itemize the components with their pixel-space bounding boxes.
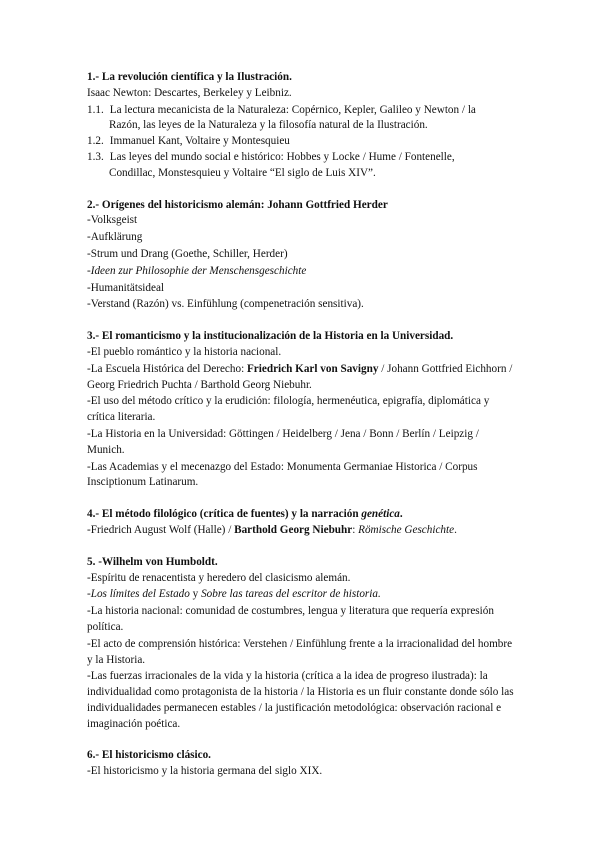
- section-1-title: 1.- La revolución científica y la Ilustración.: [87, 71, 292, 83]
- section-1-item-3-cont: Condillac, Monstesquieu y Voltaire “El siglo de Luis XIV”.: [109, 166, 376, 179]
- text-run: .: [454, 523, 457, 536]
- section-6: [87, 748, 517, 780]
- list-item: -Strum und Drang (Goethe, Schiller, Herder): [87, 247, 288, 260]
- list-item: -El pueblo romántico y la historia nacional.: [87, 345, 282, 358]
- list-item: -El acto de comprensión histórica: Verstehen / Einfühlung frente a la irracionalidad del hombre y la Historia.: [87, 637, 513, 666]
- section-4: [87, 507, 517, 539]
- title-italic: genética: [361, 508, 400, 521]
- italic-title: Römische Geschichte: [358, 523, 455, 536]
- item-number: 1.1.: [87, 103, 104, 116]
- item-text: La lectura mecanicista de la Naturaleza: Copérnico, Kepler, Galileo y Newton / la: [109, 103, 476, 116]
- list-item: -Las Academias y el mecenazgo del Estado: Monumenta Germaniae Historica / Corpus Insciptionum Latinarum.: [87, 460, 478, 489]
- italic-title: -Los límites del Estado: [87, 588, 190, 601]
- item-text: Las leyes del mundo social e histórico: Hobbes y Locke / Hume / Fontenelle,: [109, 150, 455, 163]
- text-run: -Friedrich August Wolf (Halle) /: [87, 523, 235, 536]
- section-6-title: 6.- El historicismo clásico.: [87, 749, 211, 762]
- section-2: [87, 198, 517, 314]
- section-4-title: [87, 507, 517, 523]
- section-1-item-3: [87, 150, 517, 166]
- title-run: .: [399, 508, 403, 521]
- item-text: Immanuel Kant, Voltaire y Montesquieu: [109, 135, 290, 148]
- document-page: [87, 70, 517, 796]
- section-1-item-2: [87, 134, 517, 150]
- list-item: -Verstand (Razón) vs. Einfühlung (compenetración sensitiva).: [87, 298, 364, 311]
- item-number: 1.2.: [87, 135, 104, 148]
- list-item: [87, 523, 517, 539]
- list-item: -Aufklärung: [87, 231, 143, 244]
- section-5-title: 5. -Wilhelm von Humboldt.: [87, 555, 218, 568]
- section-2-title: 2.- Orígenes del historicismo alemán: Johann Gottfried Herder: [87, 198, 388, 211]
- list-item: [87, 264, 517, 280]
- title-run: 4.- El método filológico (crítica de fuentes) y la narración: [87, 508, 362, 521]
- section-5: [87, 555, 517, 733]
- list-item: -Las fuerzas irracionales de la vida y la historia (crítica a la idea de progreso ilustrada): la individualidad como protagonista de la historia / la Historia es un fluir constante donde sólo las individualidades permanecen estables / la justificación metodológica: observación racional e imaginación poética.: [87, 670, 514, 730]
- list-item: -El uso del método crítico y la erudición: filología, hermenéutica, epigrafía, diplomática y crítica literaria.: [87, 395, 490, 424]
- section-1: [87, 70, 517, 182]
- section-3-title: 3.- El romanticismo y la institucionalización de la Historia en la Universidad.: [87, 330, 454, 343]
- text-run: y: [189, 588, 202, 601]
- text-run: / Johann Gottfried Eichhorn / Georg Friedrich Puchta / Barthold Georg Niebuhr.: [87, 362, 513, 391]
- item-number: 1.3.: [87, 150, 104, 163]
- section-3: [87, 329, 517, 491]
- section-1-item-1-cont: Razón, las leyes de la Naturaleza y la filosofía natural de la Ilustración.: [109, 119, 428, 132]
- list-item: -Humanitätsideal: [87, 281, 165, 294]
- list-item: -El historicismo y la historia germana del siglo XIX.: [87, 765, 323, 778]
- list-item-italic: -Ideen zur Philosophie der Menschensgeschichte: [87, 264, 307, 277]
- list-item: -Espíritu de renacentista y heredero del clasicismo alemán.: [87, 571, 351, 584]
- list-item: [87, 362, 517, 394]
- text-run: -La Escuela Histórica del Derecho:: [87, 362, 247, 375]
- list-item: -Volksgeist: [87, 214, 138, 227]
- list-item: -La Historia en la Universidad: Göttingen / Heidelberg / Jena / Bonn / Berlín / Leipzig / Munich.: [87, 427, 479, 456]
- italic-title: Sobre las tareas del escritor de historia.: [201, 588, 381, 601]
- section-1-line: Isaac Newton: Descartes, Berkeley y Leibniz.: [87, 86, 292, 99]
- list-item: [87, 587, 517, 603]
- text-run: :: [352, 523, 359, 536]
- bold-name: Friedrich Karl von Savigny: [246, 362, 379, 375]
- section-1-item-1: [87, 103, 517, 119]
- list-item: -La historia nacional: comunidad de costumbres, lengua y literatura que requería expresión política.: [87, 605, 494, 633]
- bold-name: Barthold Georg Niebuhr: [234, 523, 353, 536]
